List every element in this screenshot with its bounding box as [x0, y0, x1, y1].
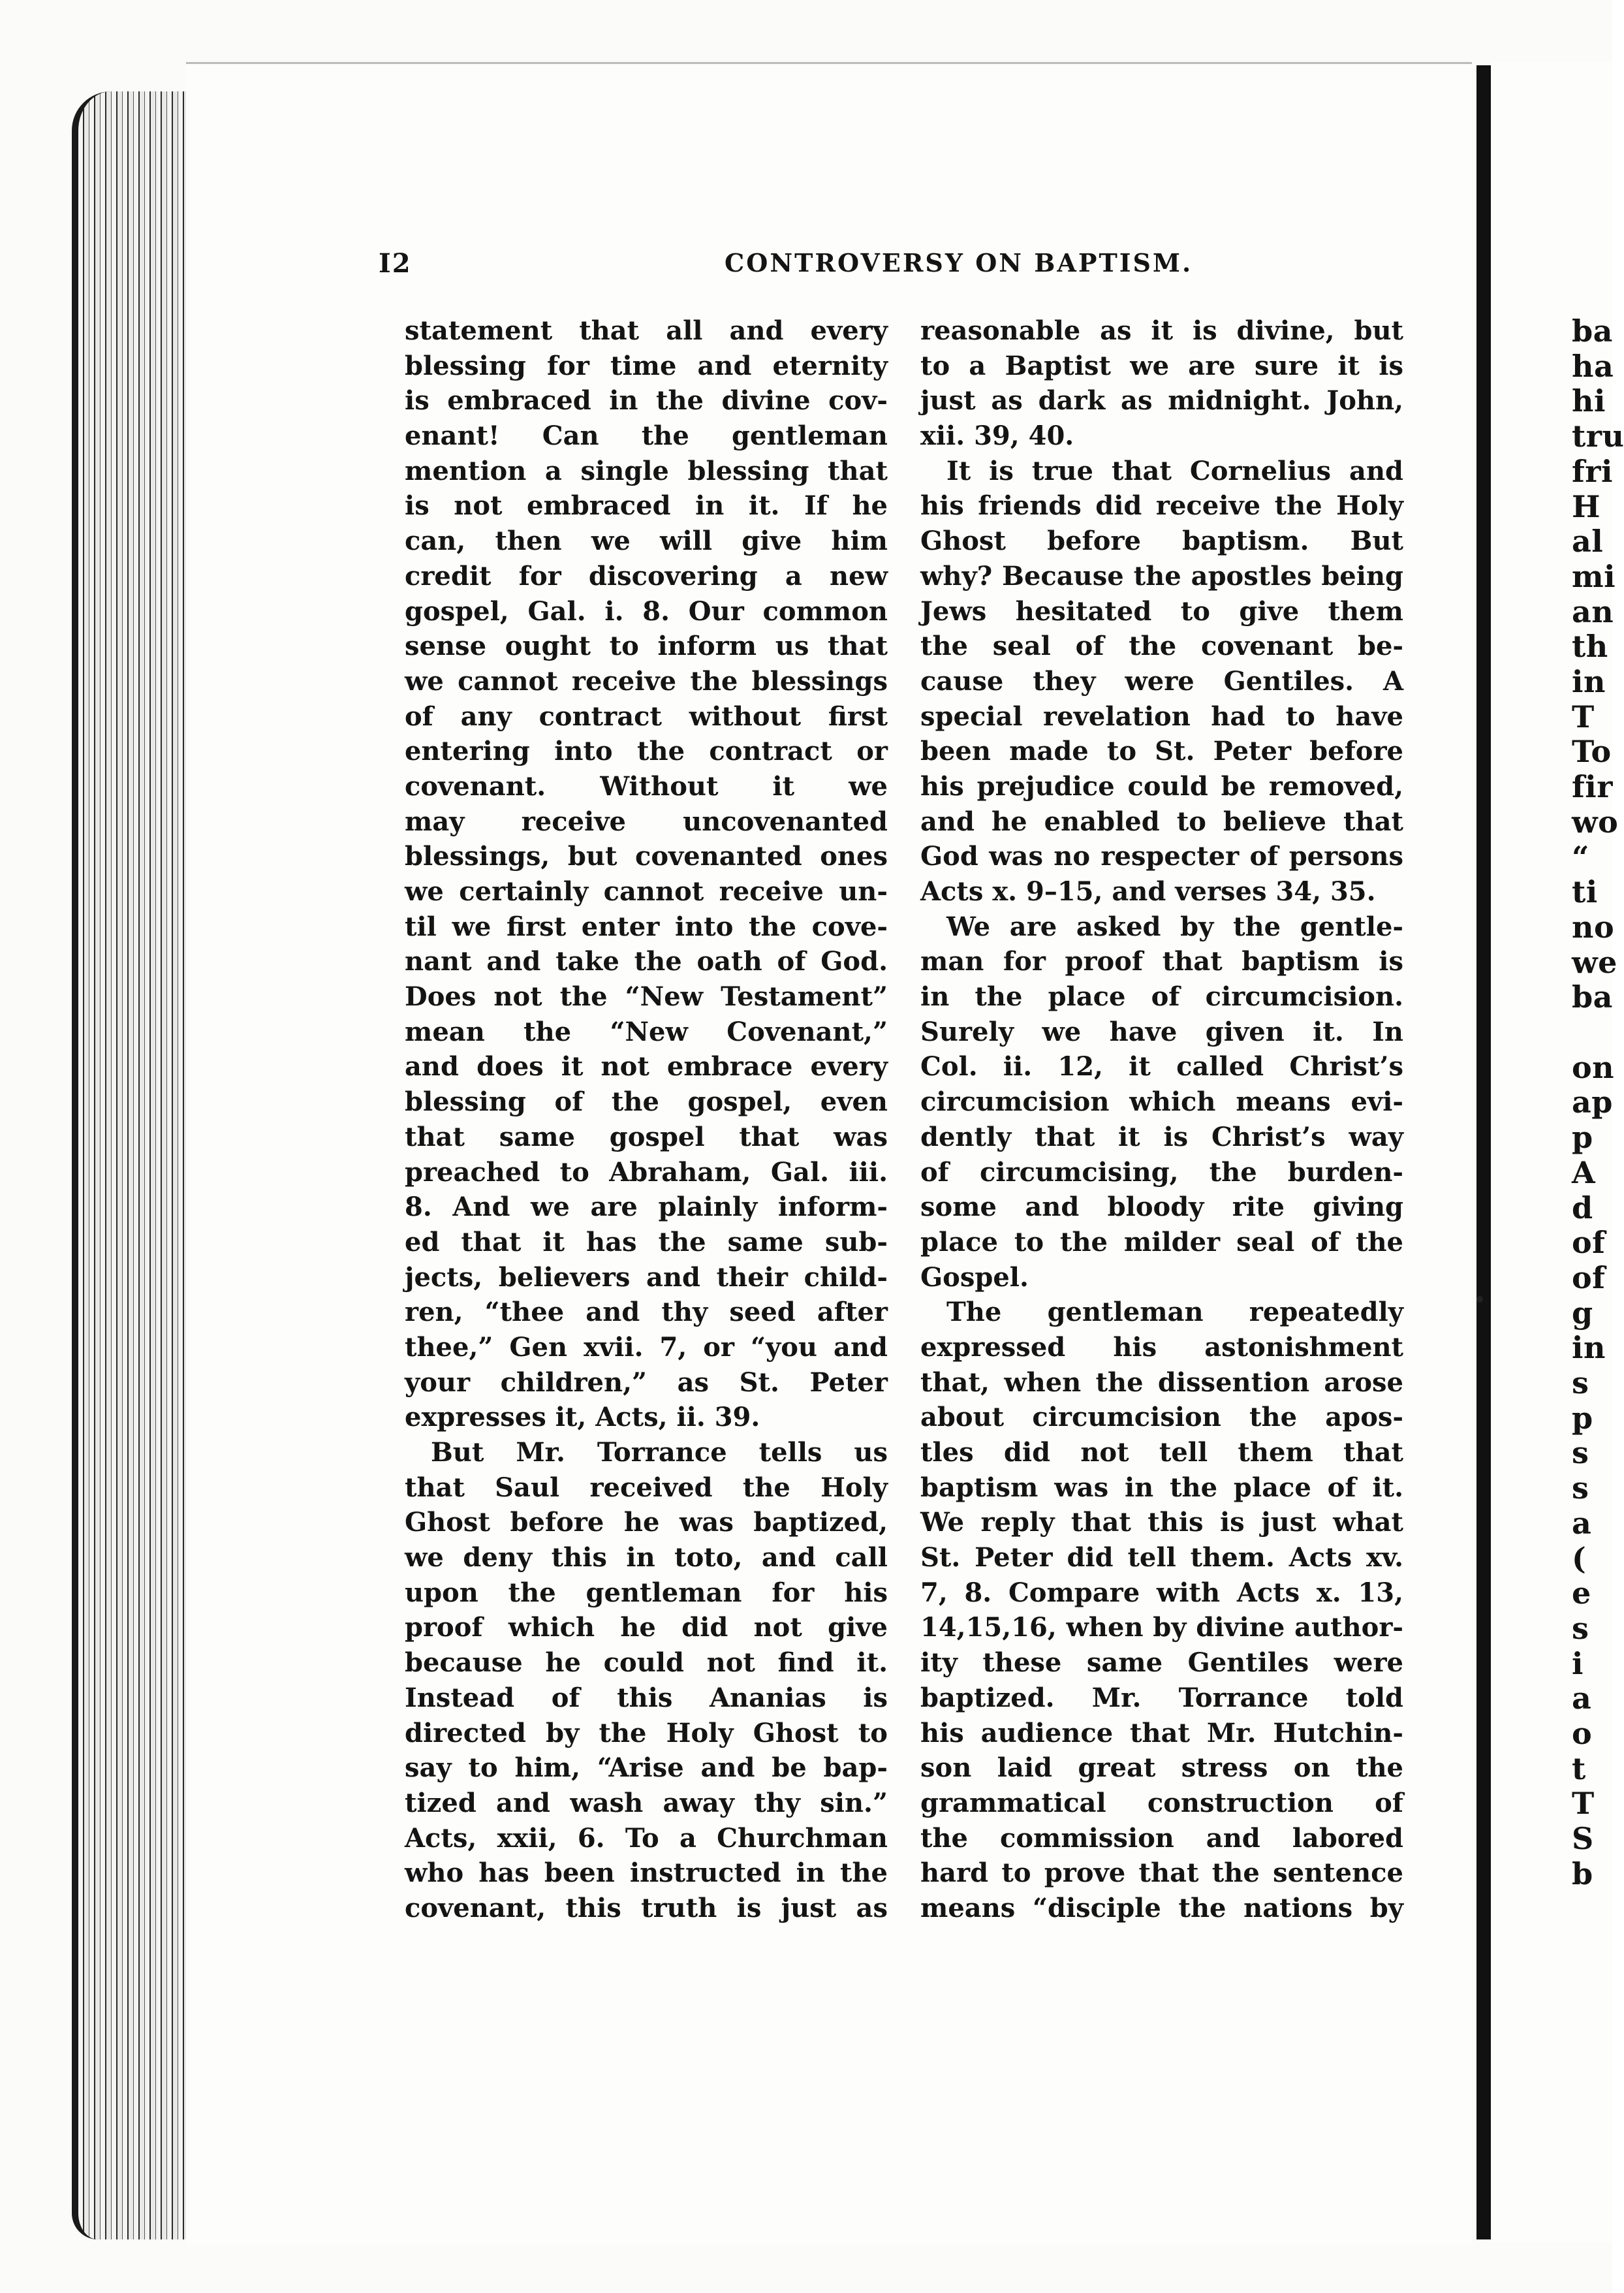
facing-page-text-fragment: tru — [1572, 419, 1624, 454]
text-line: we cannot receive the blessings — [405, 665, 888, 697]
facing-page-text-fragment: o — [1572, 1716, 1593, 1751]
text-line: xii. 39, 40. — [920, 420, 1074, 452]
text-line: nant and take the oath of God. — [405, 946, 888, 977]
text-line: upon the gentleman for his — [405, 1577, 888, 1608]
facing-page-text-fragment: th — [1572, 629, 1608, 665]
facing-page-text-fragment: s — [1572, 1610, 1589, 1646]
text-line: 14,15,16, when by divine author- — [920, 1612, 1403, 1643]
text-line: Instead of this Ananias is — [405, 1682, 888, 1713]
book-page-edges — [72, 91, 193, 2239]
facing-page-text-fragment: g — [1572, 1295, 1593, 1331]
facing-page-text-fragment: a — [1572, 1681, 1592, 1716]
text-line: tized and wash away thy sin.” — [405, 1787, 888, 1818]
facing-page-text-fragment: p — [1572, 1120, 1593, 1156]
facing-page-text-fragment: s — [1572, 1435, 1589, 1471]
text-line: in the place of circumcision. — [920, 981, 1403, 1013]
text-line: statement that all and every — [405, 315, 888, 346]
text-line: Ghost before he was baptized, — [405, 1507, 888, 1538]
left-text-column — [405, 313, 888, 1926]
text-line: of any contract without first — [405, 701, 888, 732]
text-line: The gentleman repeatedly — [920, 1297, 1403, 1328]
text-line: entering into the contract or — [405, 736, 888, 767]
facing-page-text-fragment: s — [1572, 1470, 1589, 1506]
text-line: Acts x. 9–15, and verses 34, 35. — [920, 876, 1376, 907]
text-line: credit for discovering a new — [405, 560, 888, 592]
text-line: is not embraced in it. If he — [405, 490, 888, 522]
text-line: covenant, this truth is just as — [405, 1892, 888, 1923]
facing-page-text-fragment: we — [1572, 944, 1617, 980]
text-line: But Mr. Torrance tells us — [405, 1437, 888, 1468]
running-head — [379, 248, 1488, 287]
facing-page-text-fragment: a — [1572, 1505, 1592, 1541]
text-line: gospel, Gal. i. 8. Our common — [405, 595, 888, 627]
text-line: We are asked by the gentle- — [920, 911, 1403, 942]
text-line: enant! Can the gentleman — [405, 420, 888, 452]
text-line: expressed his astonishment — [920, 1331, 1403, 1363]
text-line: ity these same Gentiles were — [920, 1647, 1403, 1679]
facing-page-text-fragment: wo — [1572, 804, 1619, 840]
text-line: tles did not tell them that — [920, 1437, 1403, 1468]
text-line: his friends did receive the Holy — [920, 490, 1403, 522]
text-line: ren, “thee and thy seed after — [405, 1297, 888, 1328]
facing-page-text-fragment: i — [1572, 1645, 1584, 1681]
facing-page-text-fragment: al — [1572, 524, 1604, 560]
text-line: can, then we will give him — [405, 526, 888, 557]
text-line: blessings, but covenanted ones — [405, 841, 888, 872]
text-line: that same gospel that was — [405, 1121, 888, 1152]
facing-page-text-fragment: in — [1572, 664, 1606, 699]
text-line: It is true that Cornelius and — [920, 455, 1403, 486]
text-line: blessing of the gospel, even — [405, 1086, 888, 1118]
text-line: special revelation had to have — [920, 701, 1403, 732]
text-line: 8. And we are plainly inform- — [405, 1192, 888, 1223]
text-line: ed that it has the same sub- — [405, 1226, 888, 1257]
text-line: dently that it is Christ’s way — [920, 1121, 1403, 1152]
page-gutter-shadow — [1476, 65, 1491, 2239]
text-line: sense ought to inform us that — [405, 631, 888, 662]
text-line: cause they were Gentiles. A — [920, 665, 1403, 697]
facing-page-text-fragment: T — [1572, 699, 1595, 735]
text-line: baptism was in the place of it. — [920, 1472, 1403, 1503]
text-line: Jews hesitated to give them — [920, 595, 1403, 627]
text-line: the seal of the covenant be- — [920, 631, 1403, 662]
text-line: blessing for time and eternity — [405, 350, 888, 381]
text-line: of circumcising, the burden- — [920, 1156, 1403, 1188]
facing-page-text-fragment: of — [1572, 1225, 1606, 1261]
facing-page-text-fragment: ba — [1572, 313, 1613, 349]
text-line: Gospel. — [920, 1261, 1029, 1293]
text-line: to a Baptist we are sure it is — [920, 350, 1403, 381]
text-line: We reply that this is just what — [920, 1507, 1403, 1538]
text-line: grammatical construction of — [920, 1787, 1403, 1818]
text-line: til we first enter into the cove- — [405, 911, 888, 942]
text-line: mean the “New Covenant,” — [405, 1016, 888, 1047]
text-line: that Saul received the Holy — [405, 1472, 888, 1503]
text-line: and does it not embrace every — [405, 1051, 888, 1083]
text-line: Does not the “New Testament” — [405, 981, 888, 1013]
text-line: means “disciple the nations by — [920, 1892, 1403, 1923]
facing-page-fragment — [1491, 62, 1624, 2243]
text-line: mention a single blessing that — [405, 455, 888, 486]
text-line: because he could not find it. — [405, 1647, 888, 1679]
facing-page-text-fragment: H — [1572, 488, 1601, 524]
text-line: about circumcision the apos- — [920, 1402, 1403, 1433]
text-line: your children,” as St. Peter — [405, 1367, 888, 1398]
facing-page-text-fragment: S — [1572, 1821, 1594, 1857]
text-line: that, when the dissention arose — [920, 1367, 1403, 1398]
facing-page-text-fragment: e — [1572, 1575, 1591, 1611]
text-line: proof which he did not give — [405, 1612, 888, 1643]
text-line: covenant. Without it we — [405, 770, 888, 802]
facing-page-text-fragment: s — [1572, 1365, 1589, 1400]
facing-page-text-fragment: p — [1572, 1400, 1593, 1436]
text-line: we certainly cannot receive un- — [405, 876, 888, 907]
text-line: his prejudice could be removed, — [920, 770, 1403, 802]
text-line: reasonable as it is divine, but — [920, 315, 1403, 346]
text-line: circumcision which means evi- — [920, 1086, 1403, 1118]
facing-page-text-fragment: in — [1572, 1330, 1606, 1366]
text-line: may receive uncovenanted — [405, 806, 888, 837]
text-line: his audience that Mr. Hutchin- — [920, 1717, 1403, 1748]
text-line: the commission and labored — [920, 1822, 1403, 1854]
text-line: place to the milder seal of the — [920, 1226, 1403, 1257]
text-line: Ghost before baptism. But — [920, 526, 1403, 557]
text-line: Acts, xxii, 6. To a Churchman — [405, 1822, 888, 1854]
text-line: directed by the Holy Ghost to — [405, 1717, 888, 1748]
facing-page-text-fragment: To — [1572, 734, 1612, 770]
text-line: baptized. Mr. Torrance told — [920, 1682, 1403, 1713]
facing-page-text-fragment: t — [1572, 1750, 1586, 1786]
text-line: thee,” Gen xvii. 7, or “you and — [405, 1331, 888, 1363]
text-line: and he enabled to believe that — [920, 806, 1403, 837]
facing-page-text-fragment: hi — [1572, 383, 1606, 419]
text-line: jects, believers and their child- — [405, 1261, 888, 1293]
facing-page-text-fragment: of — [1572, 1259, 1606, 1295]
text-line: who has been instructed in the — [405, 1858, 888, 1889]
text-line: is embraced in the divine cov- — [405, 385, 888, 417]
text-line: preached to Abraham, Gal. iii. — [405, 1156, 888, 1188]
facing-page-text-fragment: on — [1572, 1049, 1615, 1085]
facing-page-text-fragment: no — [1572, 909, 1615, 945]
text-line: 7, 8. Compare with Acts x. 13, — [920, 1577, 1403, 1608]
facing-page-text-fragment: ( — [1572, 1540, 1587, 1576]
facing-page-text-fragment: fri — [1572, 453, 1613, 489]
running-title: CONTROVERSY ON BAPTISM. — [725, 248, 1193, 277]
facing-page-text-fragment: an — [1572, 593, 1614, 629]
text-line: expresses it, Acts, ii. 39. — [405, 1402, 760, 1433]
text-line: St. Peter did tell them. Acts xv. — [920, 1542, 1403, 1573]
text-line: we deny this in toto, and call — [405, 1542, 888, 1573]
text-line: some and bloody rite giving — [920, 1192, 1403, 1223]
facing-page-text-fragment: ap — [1572, 1084, 1613, 1120]
facing-page-text-fragment: d — [1572, 1190, 1593, 1226]
text-line: why? Because the apostles being — [920, 560, 1403, 592]
text-line: Surely we have given it. In — [920, 1016, 1403, 1047]
text-line: hard to prove that the sentence — [920, 1858, 1403, 1889]
facing-page-text-fragment: ba — [1572, 979, 1613, 1015]
page-number: I2 — [379, 248, 412, 279]
text-line: say to him, “Arise and be bap- — [405, 1752, 888, 1784]
text-line: been made to St. Peter before — [920, 736, 1403, 767]
text-line: son laid great stress on the — [920, 1752, 1403, 1784]
text-line: God was no respecter of persons — [920, 841, 1403, 872]
facing-page-text-fragment: mi — [1572, 558, 1616, 594]
facing-page-text-fragment: “ — [1572, 839, 1589, 875]
facing-page-text-fragment: A — [1572, 1154, 1596, 1190]
facing-page-text-fragment: b — [1572, 1856, 1593, 1891]
facing-page-text-fragment: fir — [1572, 769, 1613, 805]
text-line: man for proof that baptism is — [920, 946, 1403, 977]
facing-page-text-fragment: T — [1572, 1786, 1595, 1822]
right-text-column — [920, 313, 1403, 1926]
print-speck — [1476, 1296, 1483, 1303]
facing-page-text-fragment: ti — [1572, 874, 1598, 910]
text-line: just as dark as midnight. John, — [920, 385, 1403, 417]
facing-page-text-fragment: ha — [1572, 348, 1614, 384]
text-line: Col. ii. 12, it called Christ’s — [920, 1051, 1403, 1083]
